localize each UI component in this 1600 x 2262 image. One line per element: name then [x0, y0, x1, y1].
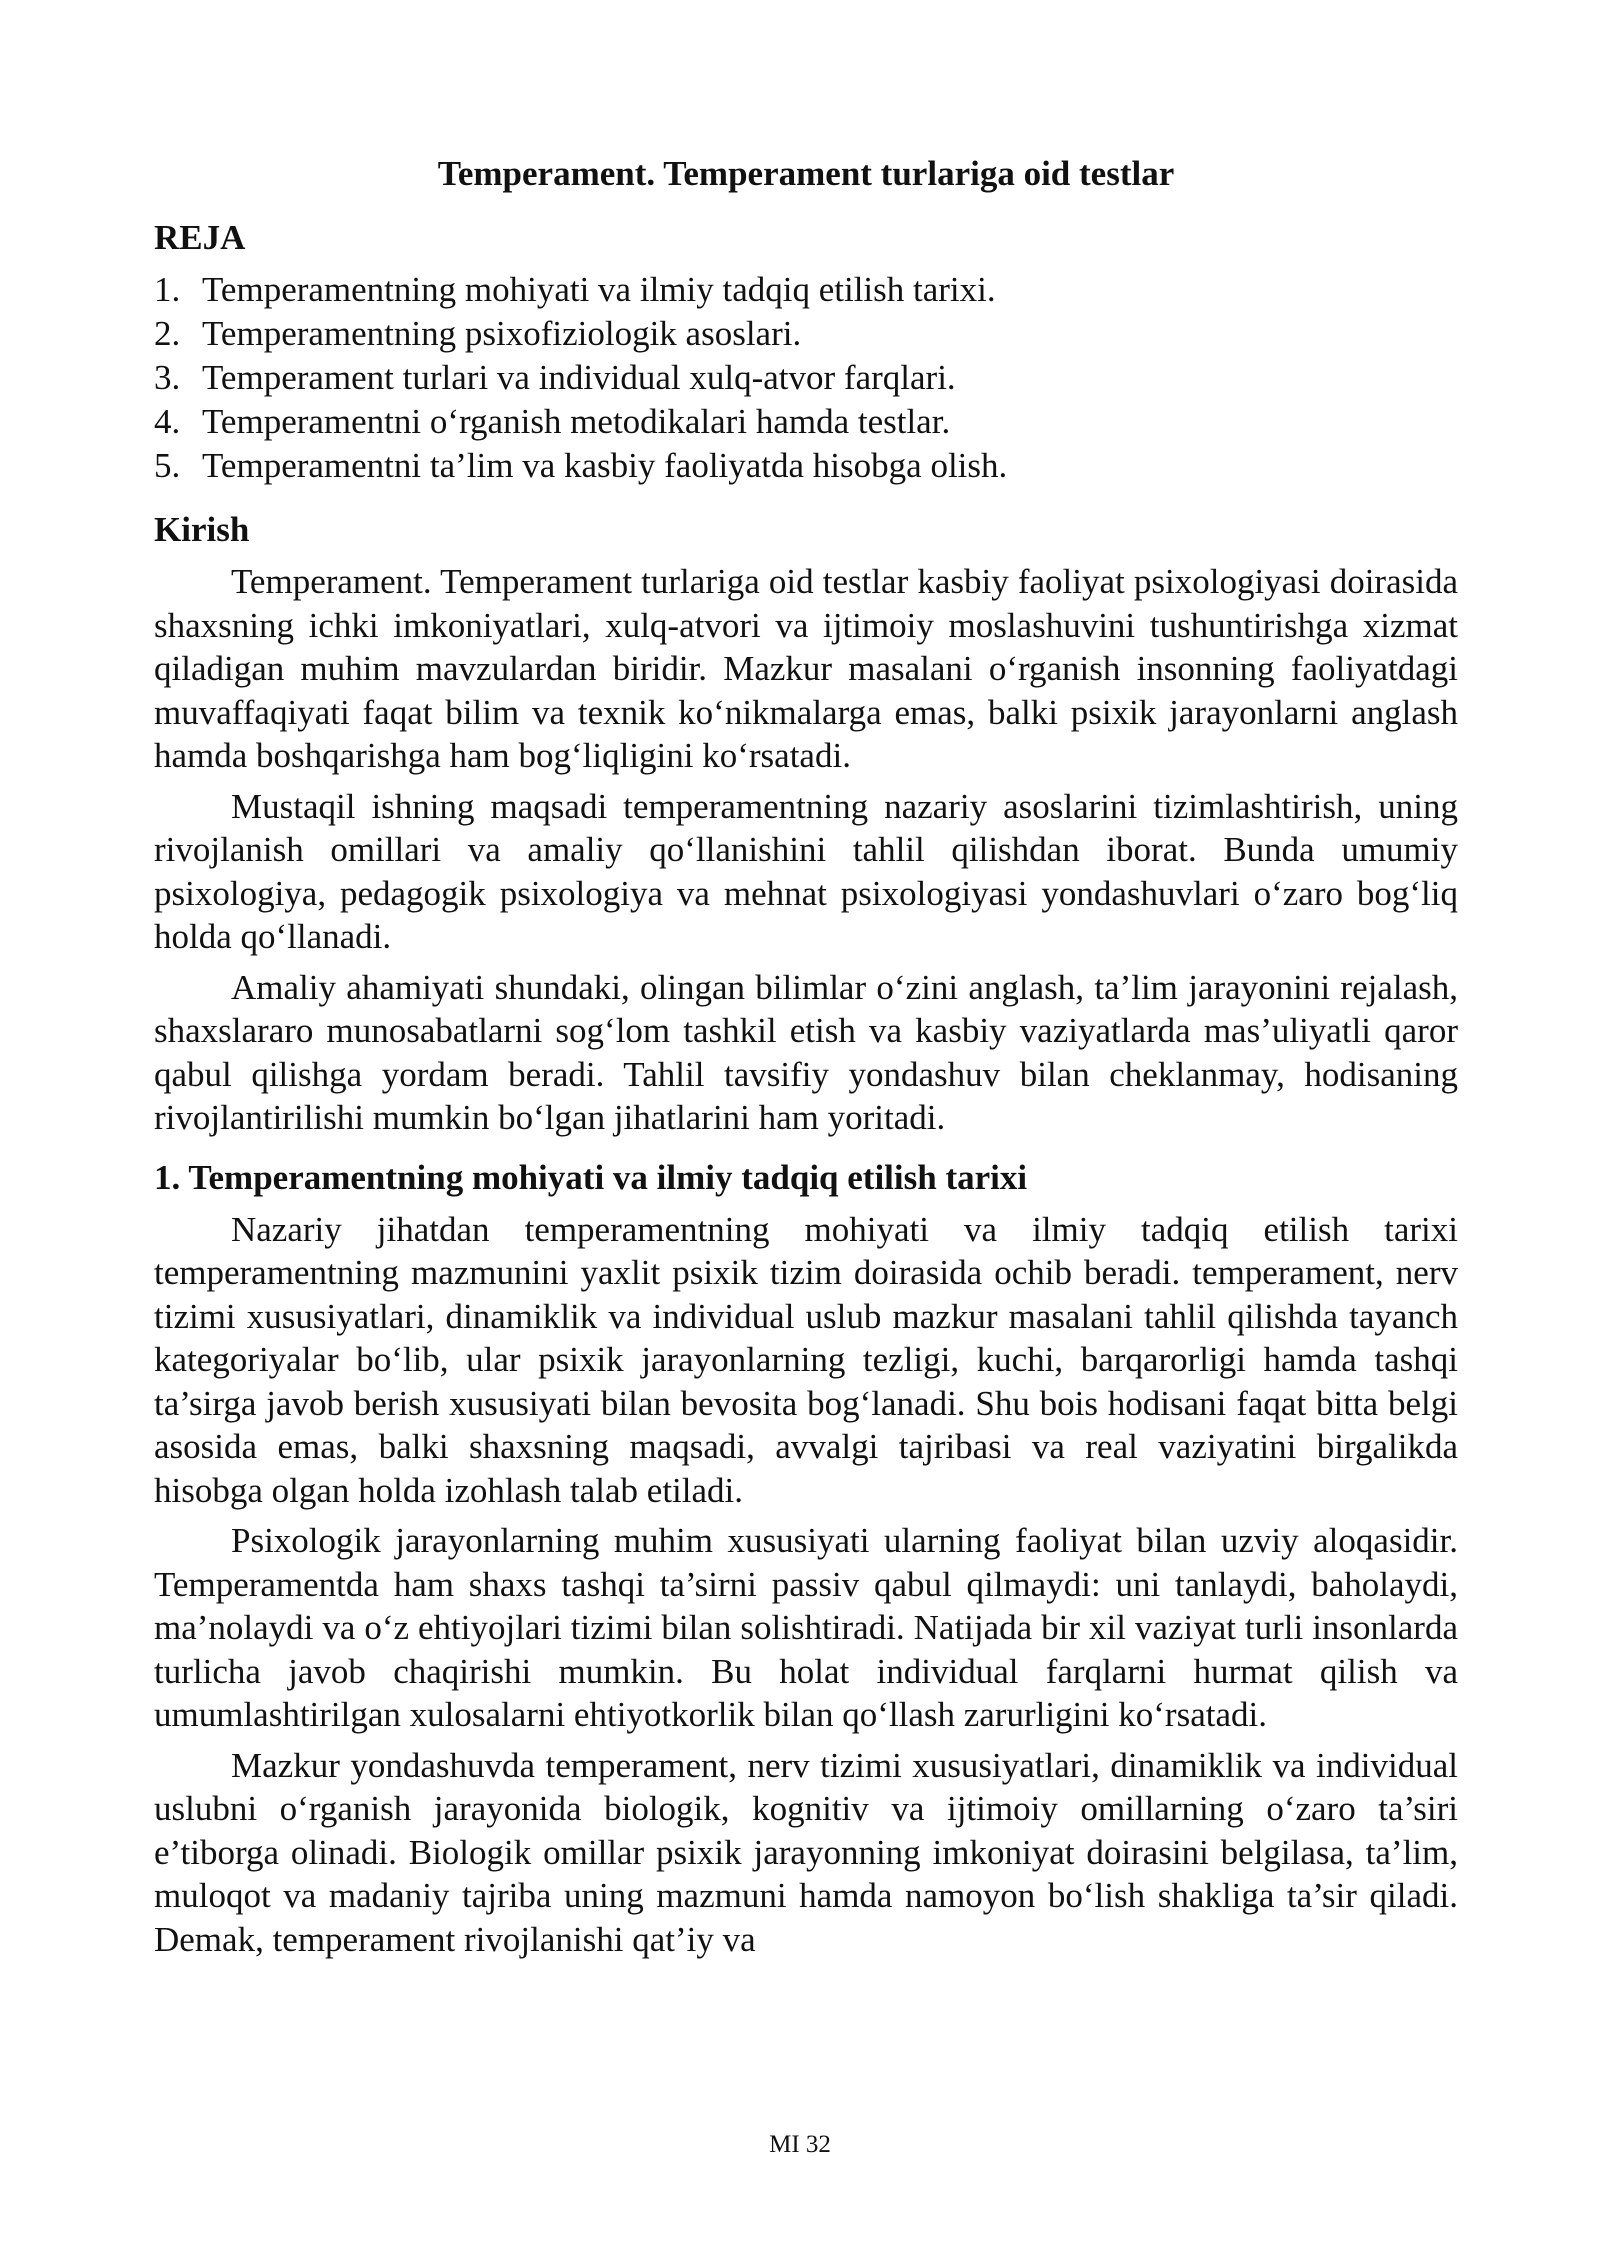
- plan-item-number: 2.: [154, 314, 181, 353]
- plan-item: [154, 268, 1458, 312]
- plan-item-number: 1.: [154, 270, 181, 309]
- section-paragraph: Psixologik jarayonlarning muhim xususiyati ularning faoliyat bilan uzviy aloqasidir. Temperamentda ham shaxs tashqi ta’sirni passiv qabul qilmaydi: uni tanlaydi, baholaydi, ma’nolaydi va o‘z ehtiyojlari tizimi bilan solishtiradi. Natijada bir xil vaziyat turli insonlarda turlicha javob chaqirishi mumkin. Bu holat individual farqlarni hurmat qilish va umumlashtirilgan xulosalarni ehtiyotkorlik bilan qo‘llash zarurligini ko‘rsatadi.: [154, 1521, 1458, 1734]
- intro-paragraph: Amaliy ahamiyati shundaki, olingan bilimlar o‘zini anglash, ta’lim jarayonini rejalash, shaxslararo munosabatlarni sog‘lom tashkil etish va kasbiy vaziyatlarda mas’uliyatli qaror qabul qilishga yordam beradi. Tahlil tavsifiy yondashuv bilan cheklanmay, hodisaning rivojlantirilishi mumkin bo‘lgan jihatlarini ham yoritadi.: [154, 967, 1458, 1137]
- plan-item-text: Temperamentning mohiyati va ilmiy tadqiq etilish tarixi.: [202, 270, 996, 309]
- plan-item: [154, 444, 1458, 488]
- section-paragraph: Mazkur yondashuvda temperament, nerv tizimi xususiyatlari, dinamiklik va individual uslubni o‘rganish jarayonida biologik, kognitiv va ijtimoiy omillarning o‘zaro ta’siri e’tiborga olinadi. Biologik omillar psixik jarayonning imkoniyat doirasini belgilasa, ta’lim, muloqot va madaniy tajriba uning mazmuni hamda namoyon bo‘lish shakliga ta’sir qiladi. Demak, temperament rivojlanishi qat’iy va: [154, 1745, 1458, 1959]
- plan-item: [154, 312, 1458, 356]
- intro-paragraph: Temperament. Temperament turlariga oid testlar kasbiy faoliyat psixologiyasi doirasida shaxsning ichki imkoniyatlari, xulq-atvori va ijtimoiy moslashuvini tushuntirishga xizmat qiladigan muhim mavzulardan biridir. Mazkur masalani o‘rganish insonning faoliyatdagi muvaffaqiyati faqat bilim va texnik ko‘nikmalarga emas, balki psixik jarayonlarni anglash hamda boshqarishga ham bog‘liqligini ko‘rsatadi.: [154, 562, 1458, 775]
- plan-item-number: 3.: [154, 358, 181, 397]
- plan-item: [154, 356, 1458, 400]
- intro-paragraph: Mustaqil ishning maqsadi temperamentning nazariy asoslarini tizimlashtirish, uning rivojlanish omillari va amaliy qo‘llanishini tahlil qilishdan iborat. Bunda umumiy psixologiya, pedagogik psixologiya va mehnat psixologiyasi yondashuvlari o‘zaro bog‘liq holda qo‘llanadi.: [154, 786, 1458, 956]
- section-heading: 1. Temperamentning mohiyati va ilmiy tadqiq etilish tarixi: [154, 1157, 1028, 1197]
- plan-item: [154, 400, 1458, 444]
- plan-item-text: Temperamentning psixofiziologik asoslari.: [202, 314, 802, 353]
- intro-heading: Kirish: [154, 510, 250, 549]
- document-title: Temperament. Temperament turlariga oid testlar: [437, 154, 1175, 193]
- plan-item-number: 5.: [154, 446, 181, 485]
- plan-list: [154, 268, 1458, 488]
- plan-item-number: 4.: [154, 402, 181, 441]
- plan-item-text: Temperament turlari va individual xulq-atvor farqlari.: [202, 358, 956, 397]
- plan-item-text: Temperamentni ta’lim va kasbiy faoliyatda hisobga olish.: [202, 446, 1008, 485]
- plan-item-text: Temperamentni o‘rganish metodikalari hamda testlar.: [202, 402, 951, 441]
- page-number: MI 32: [769, 2131, 831, 2158]
- document-page: [154, 150, 1458, 1968]
- section-paragraph: Nazariy jihatdan temperamentning mohiyati va ilmiy tadqiq etilish tarixi temperamentning mazmunini yaxlit psixik tizim doirasida ochib beradi. temperament, nerv tizimi xususiyatlari, dinamiklik va individual uslub mazkur masalani tahlil qilishda tayanch kategoriyalar bo‘lib, ular psixik jarayonlarning tezligi, kuchi, barqarorligi hamda tashqi ta’sirga javob berish xususiyati bilan bevosita bog‘lanadi. Shu bois hodisani faqat bitta belgi asosida emas, balki shaxsning maqsadi, avvalgi tajribasi va real vaziyatini birgalikda hisobga olgan holda izohlash talab etiladi.: [154, 1209, 1458, 1510]
- plan-heading: REJA: [154, 218, 246, 257]
